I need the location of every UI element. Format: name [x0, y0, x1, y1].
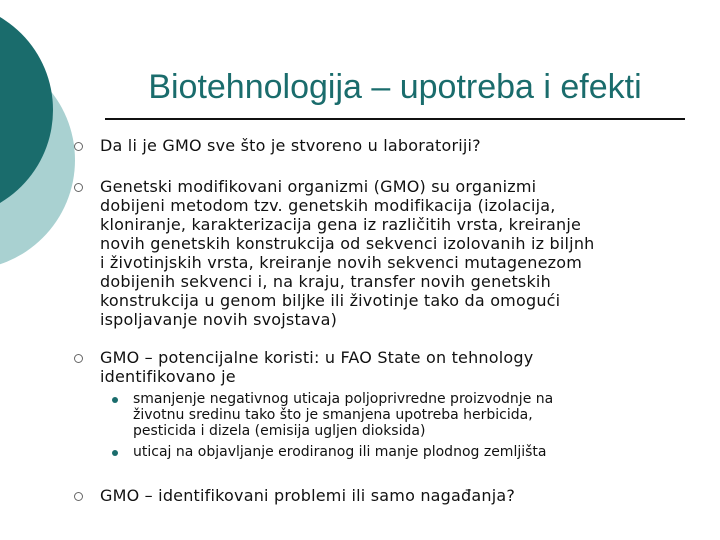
- bullet-line: GMO – potencijalne koristi: u FAO State on tehnology: [100, 348, 534, 367]
- bullet-line: novih genetskih konstrukcija od sekvenci izolovanih iz biljnh: [100, 234, 595, 253]
- bullet-marker: [74, 492, 83, 501]
- title-divider: [105, 118, 685, 120]
- bullet-marker: [74, 354, 83, 363]
- bullet-line: dobijeni metodom tzv. genetskih modifikacija (izolacija,: [100, 196, 556, 215]
- bullet-marker: [74, 142, 83, 151]
- bullet-3: [100, 348, 533, 386]
- sub-bullet-marker: [112, 450, 118, 456]
- bullet-line: identifikovano je: [100, 367, 236, 386]
- sub-bullet-1: [133, 391, 553, 439]
- sub-bullet-line: životnu sredinu tako što je smanjena upotreba herbicida,: [133, 407, 533, 423]
- bullet-line: i životinjskih vrsta, kreiranje novih sekvenci mutagenezom: [100, 253, 582, 272]
- bullet-1: [100, 136, 481, 155]
- sub-bullet-line: pesticida i dizela (emisija ugljen dioksida): [133, 423, 426, 439]
- bullet-4: [100, 486, 515, 505]
- bullet-line: GMO – identifikovani problemi ili samo nagađanja?: [100, 486, 516, 505]
- bullet-marker: [74, 183, 83, 192]
- sub-bullet-line: uticaj na objavljanje erodiranog ili manje plodnog zemljišta: [133, 444, 547, 460]
- bullet-line: Da li je GMO sve što je stvoreno u laboratoriji?: [100, 136, 481, 155]
- bullet-line: ispoljavanje novih svojstava): [100, 310, 338, 329]
- sub-bullet-2: [133, 444, 546, 460]
- bullet-line: kloniranje, karakterizacija gena iz različitih vrsta, kreiranje: [100, 215, 582, 234]
- bullet-2: [100, 177, 595, 329]
- bullet-line: konstrukcija u genom biljke ili životinje tako da omogući: [100, 291, 561, 310]
- bullet-line: Genetski modifikovani organizmi (GMO) su organizmi: [100, 177, 537, 196]
- sub-bullet-marker: [112, 397, 118, 403]
- sub-bullet-line: smanjenje negativnog uticaja poljoprivredne proizvodnje na: [133, 391, 554, 407]
- bullet-line: dobijenih sekvenci i, na kraju, transfer novih genetskih: [100, 272, 551, 291]
- slide-title: Biotehnologija – upotreba i efekti: [148, 68, 642, 106]
